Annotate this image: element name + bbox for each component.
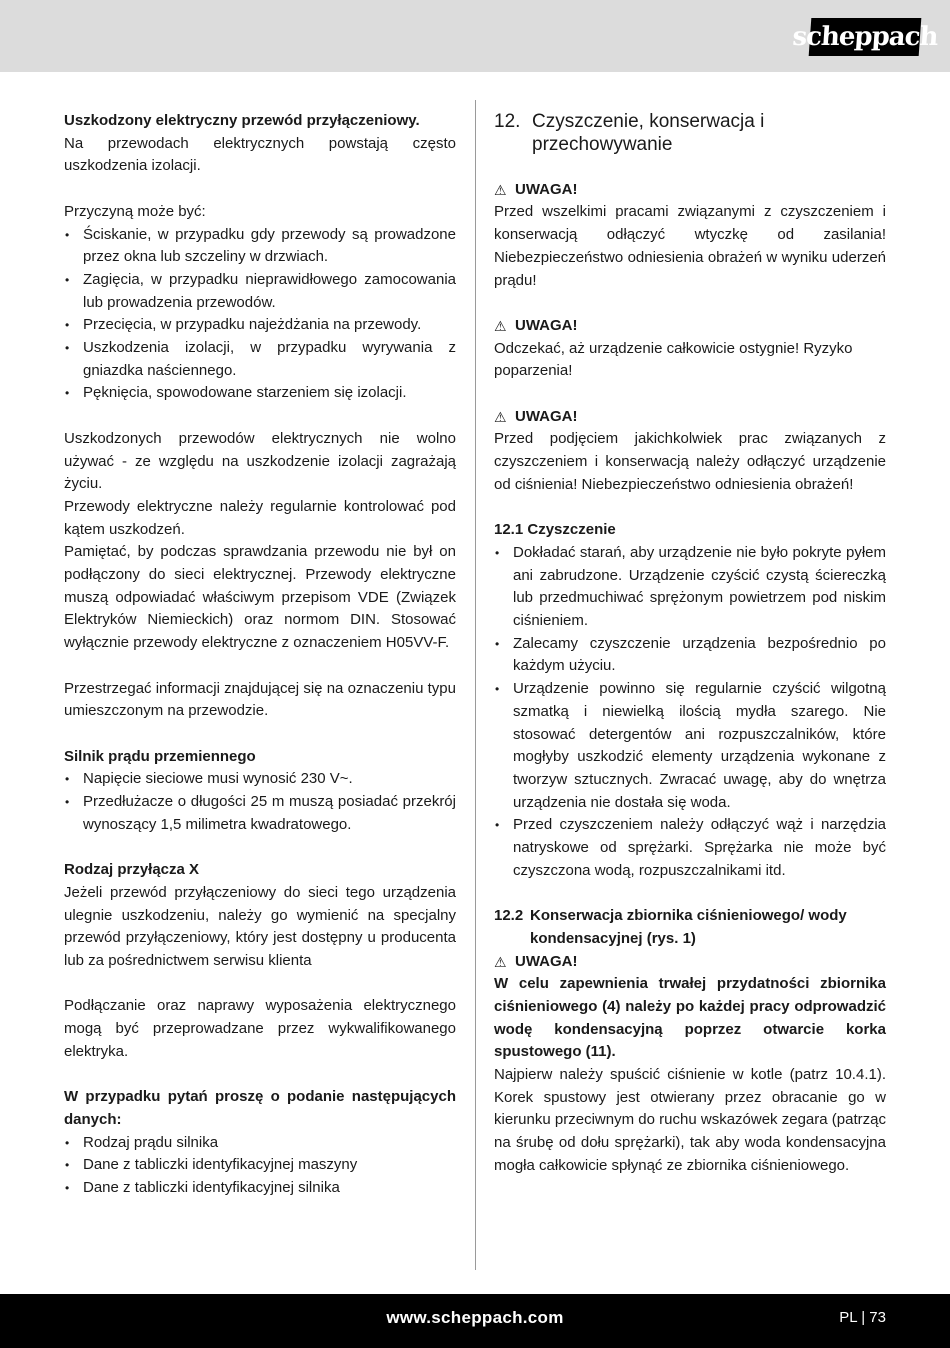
header-bar bbox=[0, 0, 950, 72]
motor-list bbox=[64, 768, 456, 836]
warning-triangle-icon: ⚠ bbox=[494, 317, 507, 334]
warning-label: UWAGA! bbox=[515, 407, 578, 425]
warning-triangle-icon: ⚠ bbox=[494, 408, 507, 425]
warning-1 bbox=[494, 179, 886, 202]
list-item: • Napięcie sieciowe musi wynosić 230 V~. bbox=[64, 768, 456, 791]
para-check: Przewody elektryczne należy regularnie kontrolować pod kątem uszkodzeń. bbox=[64, 497, 456, 538]
column-divider bbox=[475, 100, 476, 1270]
section-title bbox=[494, 110, 886, 156]
cable-heading: Uszkodzony elektryczny przewód przyłączeniowy. bbox=[64, 112, 420, 129]
subsection-2-number: 12.2 bbox=[494, 907, 524, 925]
questions-list bbox=[64, 1132, 456, 1200]
list-item: • Dane z tabliczki identyfikacyjnej maszyny bbox=[64, 1154, 456, 1177]
list-item: • Rodzaj prądu silnika bbox=[64, 1132, 456, 1155]
list-item: • Dane z tabliczki identyfikacyjnej silnika bbox=[64, 1177, 456, 1200]
warning-2-text: Odczekać, aż urządzenie całkowicie ostygnie! Ryzyko poparzenia! bbox=[494, 339, 853, 380]
warning-triangle-icon: ⚠ bbox=[494, 953, 507, 970]
warning-4 bbox=[494, 951, 886, 974]
subsection-2-text: Najpierw należy spuścić ciśnienie w kotle (patrz 10.4.1). Korek spustowy jest otwierany przez obracanie go w kierunku przeciwnym do ruchu wskazówek zegara (patrząc na śrubę od dołu sprężarki), tak aby woda kondensacyjna mogła całkowicie spłynąć ze zbiornika ciśnieniowego. bbox=[494, 1066, 886, 1174]
subsection-2-title: Konserwacja zbiornika ciśnieniowego/ wody kondensacyjnej (rys. 1) bbox=[530, 907, 847, 947]
list-item: • Przecięcia, w przypadku najeżdżania na przewody. bbox=[64, 314, 456, 337]
warning-triangle-icon: ⚠ bbox=[494, 181, 507, 198]
scheppach-logo: scheppach bbox=[809, 18, 922, 56]
para-electrician: Podłączanie oraz naprawy wyposażenia elektrycznego mogą być przeprowadzane przez wykwalifikowanego elektryka. bbox=[64, 997, 456, 1060]
warning-label: UWAGA! bbox=[515, 180, 578, 198]
subsection-2-heading bbox=[494, 905, 886, 950]
list-item: • Pęknięcia, spowodowane starzeniem się izolacji. bbox=[64, 382, 456, 405]
motor-heading: Silnik prądu przemiennego bbox=[64, 747, 256, 765]
list-item: • Ściskanie, w przypadku gdy przewody są prowadzone przez okna lub szczeliny w drzwiach. bbox=[64, 224, 456, 269]
warning-1-text: Przed wszelkimi pracami związanymi z czyszczeniem i konserwacją odłączyć wtyczkę od zasilania! Niebezpieczeństwo odniesienia obrażeń w wyniku uderzeń prądu! bbox=[494, 203, 886, 289]
footer-bar bbox=[0, 1294, 950, 1348]
warning-2 bbox=[494, 315, 886, 338]
para-vde: Pamiętać, by podczas sprawdzania przewodu nie był on podłączony do sieci elektrycznej. Przewody elektryczne muszą odpowiadać właściwym przepisom VDE (Związek Elektryków Niemieckich) oraz normom DIN. Stosować wyłącznie przewody elektryczne z oznaczeniem H05VV-F. bbox=[64, 543, 456, 652]
questions-heading: W przypadku pytań proszę o podanie następujących danych: bbox=[64, 1088, 456, 1128]
list-item: • Zalecamy czyszczenie urządzenia bezpośrednio po każdym użyciu. bbox=[494, 633, 886, 678]
list-item: • Zagięcia, w przypadku nieprawidłowego zamocowania lub prowadzenia przewodów. bbox=[64, 269, 456, 314]
warning-label: UWAGA! bbox=[515, 316, 578, 334]
section-title-text: Czyszczenie, konserwacja i przechowywanie bbox=[532, 111, 765, 155]
section-number: 12. bbox=[494, 111, 521, 132]
subsection-1-heading: 12.1 Czyszczenie bbox=[494, 521, 616, 539]
list-item: • Przed czyszczeniem należy odłączyć wąż i narzędzia natryskowe od sprężarki. Sprężarka nie może być czyszczona wodą, rozpuszczalnikami itd. bbox=[494, 814, 886, 882]
cable-intro: Na przewodach elektrycznych powstają często uszkodzenia izolacji. bbox=[64, 134, 456, 175]
subsection-2-bold: W celu zapewnienia trwałej przydatności zbiornika ciśnieniowego (4) należy po każdej pracy odprowadzić wodę kondensacyjną poprzez otwarcie korka spustowego (11). bbox=[494, 975, 886, 1061]
list-item: • Uszkodzenia izolacji, w przypadku wyrywania z gniazdka naściennego. bbox=[64, 337, 456, 382]
website-link[interactable]: www.scheppach.com bbox=[386, 1308, 564, 1327]
list-item: • Przedłużacze o długości 25 m muszą posiadać przekrój wynoszący 1,5 milimetra kwadratowego. bbox=[64, 791, 456, 836]
para-marking: Przestrzegać informacji znajdującej się na oznaczeniu typu umieszczonym na przewodzie. bbox=[64, 679, 456, 720]
left-column bbox=[64, 110, 456, 1200]
warning-label: UWAGA! bbox=[515, 952, 578, 970]
para-damaged: Uszkodzonych przewodów elektrycznych nie wolno używać - ze względu na uszkodzenie izolacji zagrażają życiu. bbox=[64, 429, 456, 493]
causes-list bbox=[64, 224, 456, 406]
cause-label: Przyczyną może być: bbox=[64, 202, 206, 220]
warning-3 bbox=[494, 406, 886, 429]
warning-3-text: Przed podjęciem jakichkolwiek prac związanych z czyszczeniem i konserwacją należy odłączyć urządzenie od ciśnienia! Niebezpieczeństwo odniesienia obrażeń! bbox=[494, 430, 886, 493]
list-item: • Urządzenie powinno się regularnie czyścić wilgotną szmatką i niewielką ilością mydła szarego. Nie stosować detergentów ani rozpuszczalników, które mogłyby uszkodzić elementy urządzenia wykonane z tworzyw sztucznych. Zwracać uwagę, aby do wnętrza urządzenia nie dostała się woda. bbox=[494, 678, 886, 814]
connection-text: Jeżeli przewód przyłączeniowy do sieci tego urządzenia ulegnie uszkodzeniu, należy go wymienić na specjalny przewód przyłączeniowy, który jest dostępny u producenta lub za pośrednictwem serwisu klienta bbox=[64, 883, 456, 969]
connection-heading: Rodzaj przyłącza X bbox=[64, 861, 200, 879]
page-number: PL | 73 bbox=[839, 1309, 886, 1326]
cleaning-list bbox=[494, 542, 886, 883]
list-item: • Dokładać starań, aby urządzenie nie było pokryte pyłem ani zabrudzone. Urządzenie czyścić czystą ściereczką lub przedmuchiwać sprężonym powietrzem pod niskim ciśnieniem. bbox=[494, 542, 886, 633]
right-column bbox=[494, 110, 886, 1178]
